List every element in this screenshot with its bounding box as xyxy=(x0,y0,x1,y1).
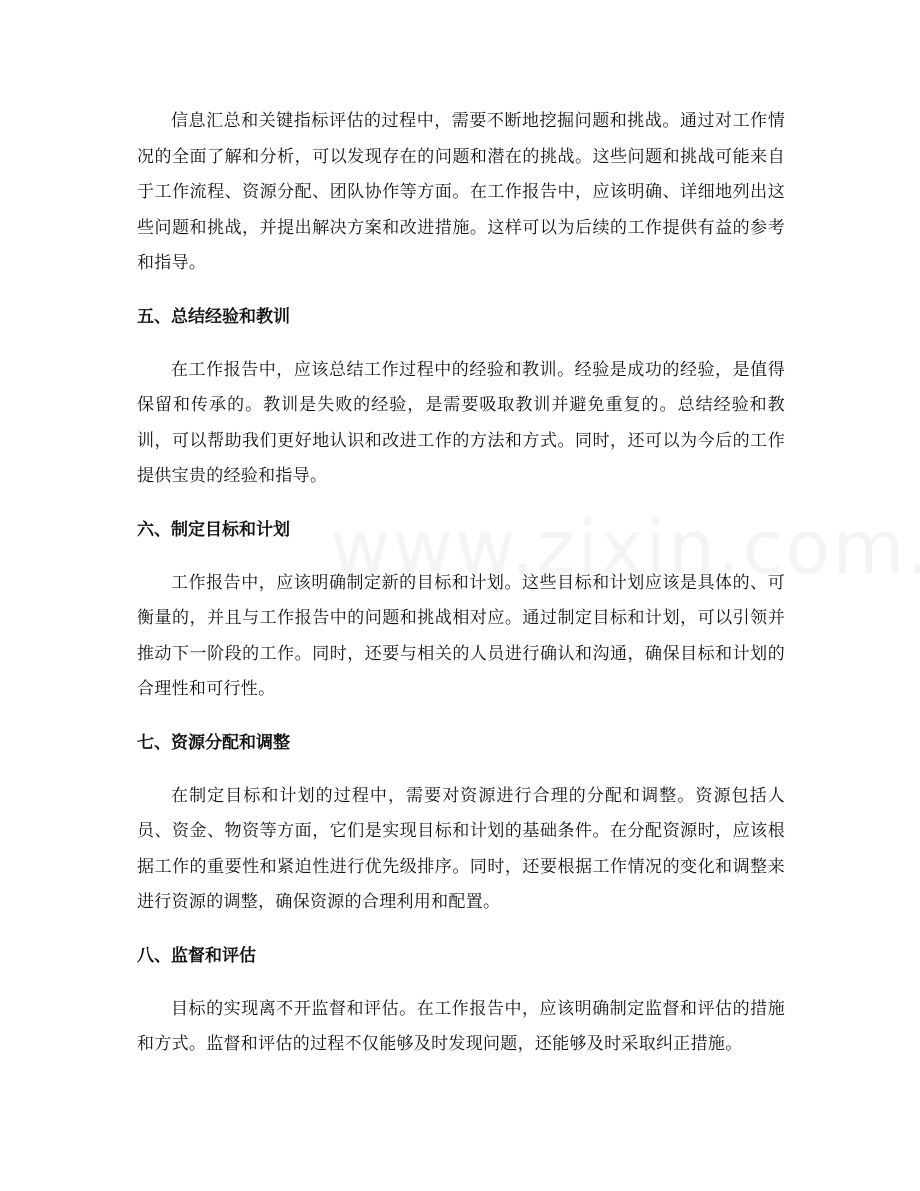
heading-supervision-evaluation: 八、监督和评估 xyxy=(137,945,256,966)
paragraph-summarize-experience: 在工作报告中，应该总结工作过程中的经验和教训。经验是成功的经验，是值得保留和传承的。教训是失败的经验，是需要吸取教训并避免重复的。总结经验和教训，可以帮助我们更好地认识和改进工作的方法和方式。同时，还可以为今后的工作提供宝贵的经验和指导。 xyxy=(137,359,785,486)
paragraph-supervision-evaluation: 目标的实现离不开监督和评估。在工作报告中，应该明确制定监督和评估的措施和方式。监督和评估的过程不仅能够及时发现问题，还能够及时采取纠正措施。 xyxy=(137,998,785,1054)
heading-summarize-experience: 五、总结经验和教训 xyxy=(137,306,290,327)
paragraph-problems-challenges: 信息汇总和关键指标评估的过程中，需要不断地挖掘问题和挑战。通过对工作情况的全面了解和分析，可以发现存在的问题和潜在的挑战。这些问题和挑战可能来自于工作流程、资源分配、团队协作等方面。在工作报告中，应该明确、详细地列出这些问题和挑战，并提出解决方案和改进措施。这样可以为后续的工作提供有益的参考和指导。 xyxy=(137,111,785,273)
paragraph-resource-allocation: 在制定目标和计划的过程中，需要对资源进行合理的分配和调整。资源包括人员、资金、物资等方面，它们是实现目标和计划的基础条件。在分配资源时，应该根据工作的重要性和紧迫性进行优先级排序。同时，还要根据工作情况的变化和调整来进行资源的调整，确保资源的合理利用和配置。 xyxy=(137,785,785,912)
heading-set-goals: 六、制定目标和计划 xyxy=(137,519,290,540)
heading-resource-allocation: 七、资源分配和调整 xyxy=(137,732,290,753)
paragraph-set-goals: 工作报告中，应该明确制定新的目标和计划。这些目标和计划应该是具体的、可衡量的，并且与工作报告中的问题和挑战相对应。通过制定目标和计划，可以引领并推动下一阶段的工作。同时，还要与相关的人员进行确认和沟通，确保目标和计划的合理性和可行性。 xyxy=(137,572,785,699)
document-page xyxy=(137,104,785,1063)
